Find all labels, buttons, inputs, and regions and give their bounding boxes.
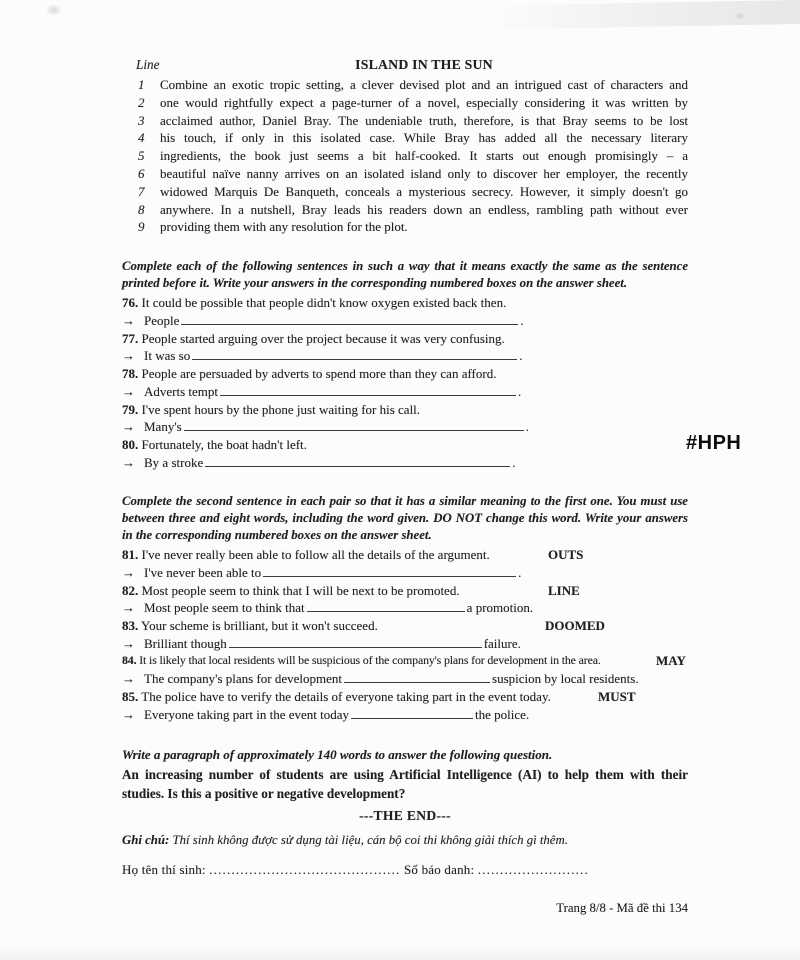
exam-page-content	[122, 57, 688, 878]
question-sentence: 79. I've spent hours by the phone just waiting for his call.	[122, 401, 421, 417]
section2-items	[122, 546, 688, 723]
question-84	[122, 652, 688, 687]
answer-tail: a promotion.	[466, 600, 534, 616]
hph-watermark: #HPH	[686, 432, 742, 454]
scan-bottom-shadow	[0, 944, 800, 960]
answer-blank	[307, 600, 465, 612]
answer-line	[122, 599, 688, 617]
passage-line-text: ingredients, the book just seems a bit half-cooked. It starts out enough promisingly – a	[160, 148, 688, 164]
arrow-icon: →	[122, 671, 135, 687]
section1-instructions: Complete each of the following sentences in such a way that it means exactly the same as the sentence printed before it. Write your answers in the corresponding numbered boxes on the answer sheet.	[122, 259, 688, 290]
candidate-name-label: Họ tên thí sinh:	[122, 862, 206, 878]
section1-items	[122, 294, 688, 471]
answer-line	[122, 670, 688, 688]
line-number: 8	[138, 201, 145, 217]
question-78	[122, 365, 688, 400]
question-sentence: 78. People are persuaded by adverts to spend more than they can afford.	[122, 366, 497, 382]
arrow-icon: →	[122, 454, 135, 470]
answer-blank	[229, 636, 482, 648]
arrow-icon: →	[122, 564, 135, 580]
the-end-marker: ---THE END---	[359, 808, 451, 824]
note-text: Thí sinh không được sử dụng tài liệu, cán bộ coi thi không giải thích gì thêm.	[172, 833, 568, 848]
passage-line-text: beautiful naïve nanny arrives on an isolated island only to discover her employer, the recently	[160, 165, 688, 181]
passage-line-text: Combine an exotic tropic setting, a clever devised plot and an intrigued cast of characters and	[160, 77, 688, 92]
answer-stem: The company's plans for development	[144, 671, 343, 687]
passage-line	[122, 129, 688, 147]
question-sentence: 82. Most people seem to think that I will be next to be promoted.	[122, 582, 460, 598]
answer-stem: Brilliant though	[144, 635, 227, 651]
answer-tail: .	[518, 383, 522, 399]
passage-line	[122, 201, 688, 219]
answer-stem: By a stroke	[144, 454, 204, 470]
answer-tail: .	[518, 564, 522, 580]
given-keyword: MUST	[598, 688, 636, 704]
passage-line-text: one would rightfully expect a page-turner of a novel, especially considering it was written by	[160, 94, 688, 110]
question-82	[122, 582, 688, 617]
writing-prompt: An increasing number of students are using Artificial Intelligence (AI) to help them with their studies. Is this a positive or negative development?	[122, 767, 688, 801]
line-number: 9	[138, 219, 145, 235]
question-85	[122, 688, 688, 723]
answer-line	[122, 635, 688, 653]
passage-line-text: acclaimed author, Daniel Bray. The undeniable truth, therefore, is that Bray seems to be lost	[160, 112, 688, 128]
answer-line	[122, 347, 688, 365]
page-number-footer: Trang 8/8 - Mã đề thi 134	[556, 901, 688, 915]
arrow-icon: →	[122, 383, 135, 399]
given-keyword: OUTS	[548, 547, 584, 563]
passage-line-text: providing them with any resolution for the plot.	[160, 219, 408, 235]
passage-line	[122, 94, 688, 112]
answer-blank	[181, 313, 518, 325]
answer-tail: failure.	[483, 635, 521, 651]
question-80	[122, 436, 688, 471]
passage-title: ISLAND IN THE SUN	[355, 57, 493, 72]
answer-line	[122, 706, 688, 724]
answer-stem: Everyone taking part in the event today	[144, 706, 350, 722]
given-keyword: DOOMED	[545, 617, 605, 633]
answer-stem: People	[144, 313, 180, 329]
question-sentence: 80. Fortunately, the boat hadn't left.	[122, 436, 307, 452]
passage-line	[122, 218, 688, 236]
arrow-icon: →	[122, 348, 135, 364]
scan-smudge	[735, 12, 745, 20]
answer-tail: .	[525, 419, 529, 435]
question-83	[122, 617, 688, 652]
passage-line	[122, 147, 688, 165]
passage-header	[122, 57, 688, 76]
answer-line	[122, 564, 688, 582]
answer-tail: .	[512, 454, 516, 470]
passage-line-text: his touch, if only in this isolated case. While Bray has added all the necessary literary	[160, 130, 688, 146]
passage-line	[122, 165, 688, 183]
answer-blank	[351, 707, 473, 719]
question-sentence: 81. I've never really been able to follow all the details of the argument.	[122, 547, 490, 563]
passage-line	[122, 183, 688, 201]
answer-tail: suspicion by local residents.	[492, 671, 639, 687]
question-sentence: 84. It is likely that local residents will be suspicious of the company's plans for development in the area.	[122, 653, 601, 668]
candidate-name-blank: ...........................................	[209, 862, 401, 878]
answer-blank	[344, 671, 490, 683]
question-77	[122, 330, 688, 365]
arrow-icon: →	[122, 313, 135, 329]
line-column-label: Line	[136, 57, 160, 72]
answer-stem: I've never been able to	[144, 564, 262, 580]
scan-smudge	[46, 4, 62, 16]
candidate-id-blank: .........................	[477, 862, 589, 878]
reading-passage	[122, 57, 688, 236]
question-81	[122, 546, 688, 581]
writing-instruction: Write a paragraph of approximately 140 words to answer the following question.	[122, 747, 553, 763]
answer-blank	[205, 455, 510, 467]
line-number: 2	[138, 94, 145, 110]
answer-stem: Most people seem to think that	[144, 600, 305, 616]
arrow-icon: →	[122, 600, 135, 616]
section2-instructions: Complete the second sentence in each pair so that it has a similar meaning to the first one. You must use between three and eight words, including the word given. DO NOT change this word. Write your answers in the corresponding numbered boxes on the answer sheet.	[122, 494, 688, 542]
question-sentence: 76. It could be possible that people didn't know oxygen existed back then.	[122, 295, 507, 311]
answer-line	[122, 312, 688, 330]
line-number: 3	[138, 112, 145, 128]
line-number: 7	[138, 183, 145, 199]
answer-stem: It was so	[144, 348, 191, 364]
line-number: 1	[138, 77, 145, 92]
answer-blank	[184, 419, 524, 431]
line-number: 5	[138, 148, 145, 164]
answer-line	[122, 454, 688, 472]
answer-tail: the police.	[475, 706, 530, 722]
candidate-id-label: Số báo danh:	[404, 862, 475, 878]
answer-stem: Adverts tempt	[144, 383, 219, 399]
passage-line-text: widowed Marquis De Banqueth, conceals a mysterious secrecy. However, it simply doesn't go	[160, 183, 688, 199]
note-label: Ghi chú:	[122, 833, 170, 848]
question-sentence: 83. Your scheme is brilliant, but it won't succeed.	[122, 617, 378, 633]
line-number: 4	[138, 130, 145, 146]
answer-blank	[192, 348, 517, 360]
answer-line	[122, 383, 688, 401]
candidate-info-row	[122, 862, 688, 878]
passage-line	[122, 76, 688, 94]
answer-blank	[220, 384, 516, 396]
question-sentence: 77. People started arguing over the project because it was very confusing.	[122, 330, 505, 346]
scan-page-edge-shadow	[490, 0, 800, 29]
answer-line	[122, 418, 688, 436]
question-76	[122, 294, 688, 329]
given-keyword: LINE	[548, 582, 580, 598]
answer-stem: Many's	[144, 419, 182, 435]
question-sentence: 85. The police have to verify the details of everyone taking part in the event today.	[122, 688, 551, 704]
arrow-icon: →	[122, 635, 135, 651]
line-number: 6	[138, 165, 145, 181]
passage-line-text: anywhere. In a nutshell, Bray leads his readers down an endless, rambling path without ever	[160, 201, 688, 217]
passage-line	[122, 112, 688, 130]
arrow-icon: →	[122, 419, 135, 435]
given-keyword: MAY	[656, 653, 686, 669]
answer-tail: .	[520, 313, 524, 329]
exam-note	[122, 833, 688, 848]
answer-tail: .	[519, 348, 523, 364]
answer-blank	[263, 565, 516, 577]
arrow-icon: →	[122, 706, 135, 722]
question-79	[122, 401, 688, 436]
